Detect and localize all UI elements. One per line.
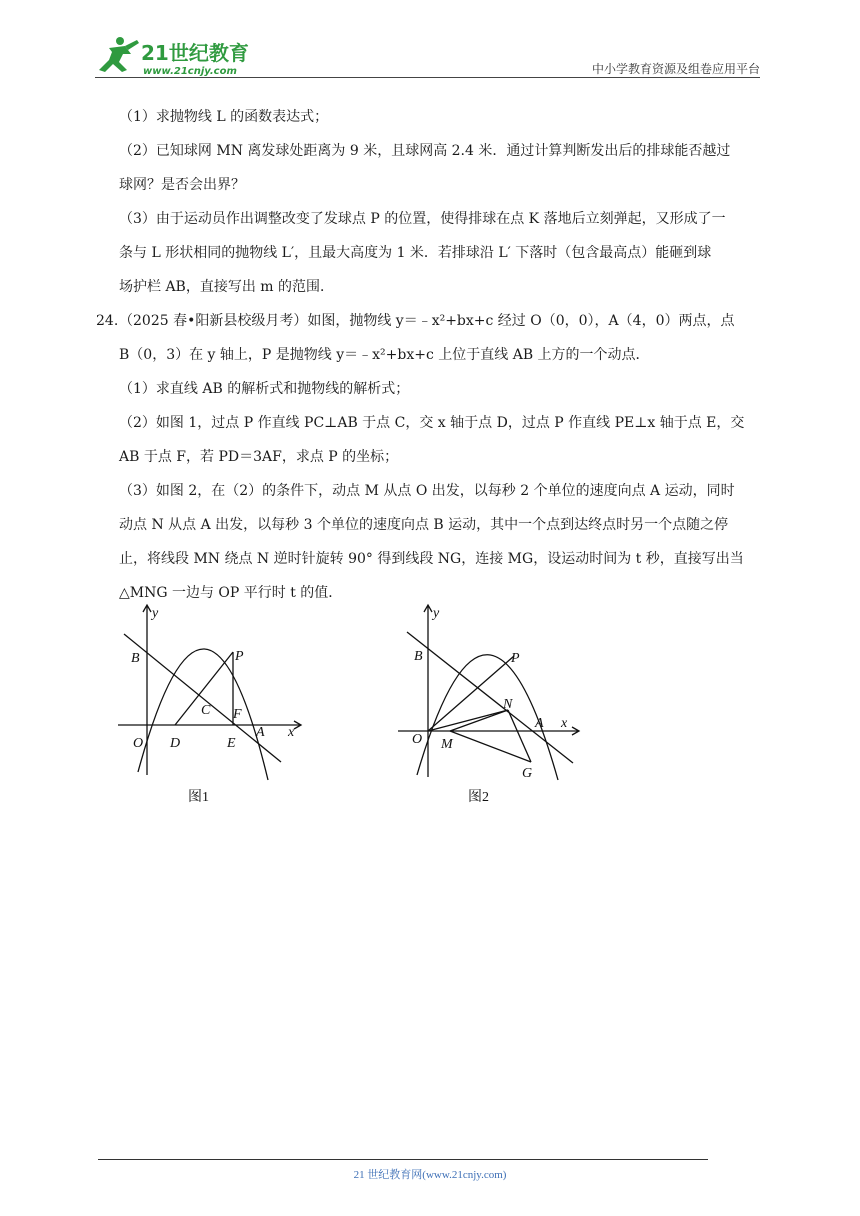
page-content (96, 100, 766, 610)
fig1-label-c: C (201, 703, 211, 718)
fig1-label-d: D (170, 736, 181, 751)
q24-part3-line4: △MNG 一边与 OP 平行时 t 的值． (119, 585, 343, 601)
q24-part1: （1）求直线 AB 的解析式和抛物线的解析式； (119, 381, 410, 397)
fig2-label-b: B (414, 649, 423, 664)
fig1-label-o: O (133, 736, 144, 751)
header-divider (95, 77, 760, 78)
fig1-label-a: A (256, 725, 265, 740)
fig1-label-e: E (227, 736, 236, 751)
page-header (95, 34, 760, 80)
q24-part2-line2: AB 于点 F，若 PD＝3AF，求点 P 的坐标； (119, 449, 399, 465)
q23-part2-line2: 球网？是否会出界？ (119, 177, 245, 193)
fig2-caption: 图2 (468, 790, 489, 805)
figure-1 (118, 605, 301, 805)
fig2-label-o: O (412, 732, 423, 747)
fig1-label-y: y (152, 606, 159, 621)
fig1-label-x: x (288, 725, 295, 740)
footer-divider (98, 1159, 708, 1160)
q24-stem-line2: B（0，3）在 y 轴上，P 是抛物线 y＝﹣x²+bx+c 上位于直线 AB 上方的一个动点． (119, 347, 650, 363)
fig2-label-x: x (561, 716, 568, 731)
fig2-line-ab (407, 632, 573, 763)
q24-number: 24. (96, 313, 119, 329)
q23-part2-line1: （2）已知球网 MN 离发球处距离为 9 米，且球网高 2.4 米．通过计算判断发出后的排球能否越过 (119, 143, 731, 159)
q23-part3-line1: （3）由于运动员作出调整改变了发球点 P 的位置，使得排球在点 K 落地后立刻弹起，又形成了一 (119, 211, 726, 227)
logo-url: www.21cnjy.com (143, 66, 237, 77)
fig2-label-g: G (522, 766, 533, 781)
fig1-caption: 图1 (188, 790, 209, 805)
fig2-label-p: P (511, 651, 520, 666)
q24-part3-line1: （3）如图 2，在（2）的条件下，动点 M 从点 O 出发，以每秒 2 个单位的速度向点 A 运动，同时 (119, 483, 735, 499)
fig1-label-b: B (131, 651, 140, 666)
fig2-line-mn (450, 710, 508, 731)
fig1-label-f: F (233, 707, 242, 722)
fig1-label-p: P (235, 649, 244, 664)
footer-text: 21 世纪教育网(www.21cnjy.com) (353, 1169, 507, 1181)
q24-part2-line1: （2）如图 1，过点 P 作直线 PC⊥AB 于点 C，交 x 轴于点 D，过点 P 作直线 PE⊥x 轴于点 E，交 (119, 415, 745, 431)
q23-part3-line3: 场护栏 AB，直接写出 m 的范围． (119, 279, 335, 295)
runner-icon (99, 37, 139, 72)
figure-2 (398, 605, 579, 805)
q23-part3-line2: 条与 L 形状相同的抛物线 L′，且最大高度为 1 米．若排球沿 L′ 下落时（包含最高点）能砸到球 (119, 245, 712, 261)
fig2-label-a: A (535, 716, 544, 731)
fig2-label-y: y (433, 606, 440, 621)
fig2-label-n: N (503, 697, 513, 712)
q23-part1: （1）求抛物线 L 的函数表达式； (119, 109, 329, 125)
fig2-label-m: M (441, 737, 453, 752)
q24-part3-line3: 止，将线段 MN 绕点 N 逆时针旋转 90° 得到线段 NG，连接 MG，设运动时间为 t 秒，直接写出当 (119, 551, 744, 567)
q24-part3-line2: 动点 N 从点 A 出发，以每秒 3 个单位的速度向点 B 运动，其中一个点到达终点时另一个点随之停 (119, 517, 729, 533)
logo-text: 21世纪教育 (141, 41, 249, 65)
q24-stem-a: （2025 春•阳新县校级月考）如图，抛物线 y＝﹣x²+bx+c 经过 O（0，0），A（4，0）两点，点 (119, 313, 735, 329)
header-right-text: 中小学教育资源及组卷应用平台 (591, 62, 760, 76)
figures (118, 600, 598, 810)
q24-stem-line1 (96, 304, 766, 338)
logo (95, 34, 265, 78)
